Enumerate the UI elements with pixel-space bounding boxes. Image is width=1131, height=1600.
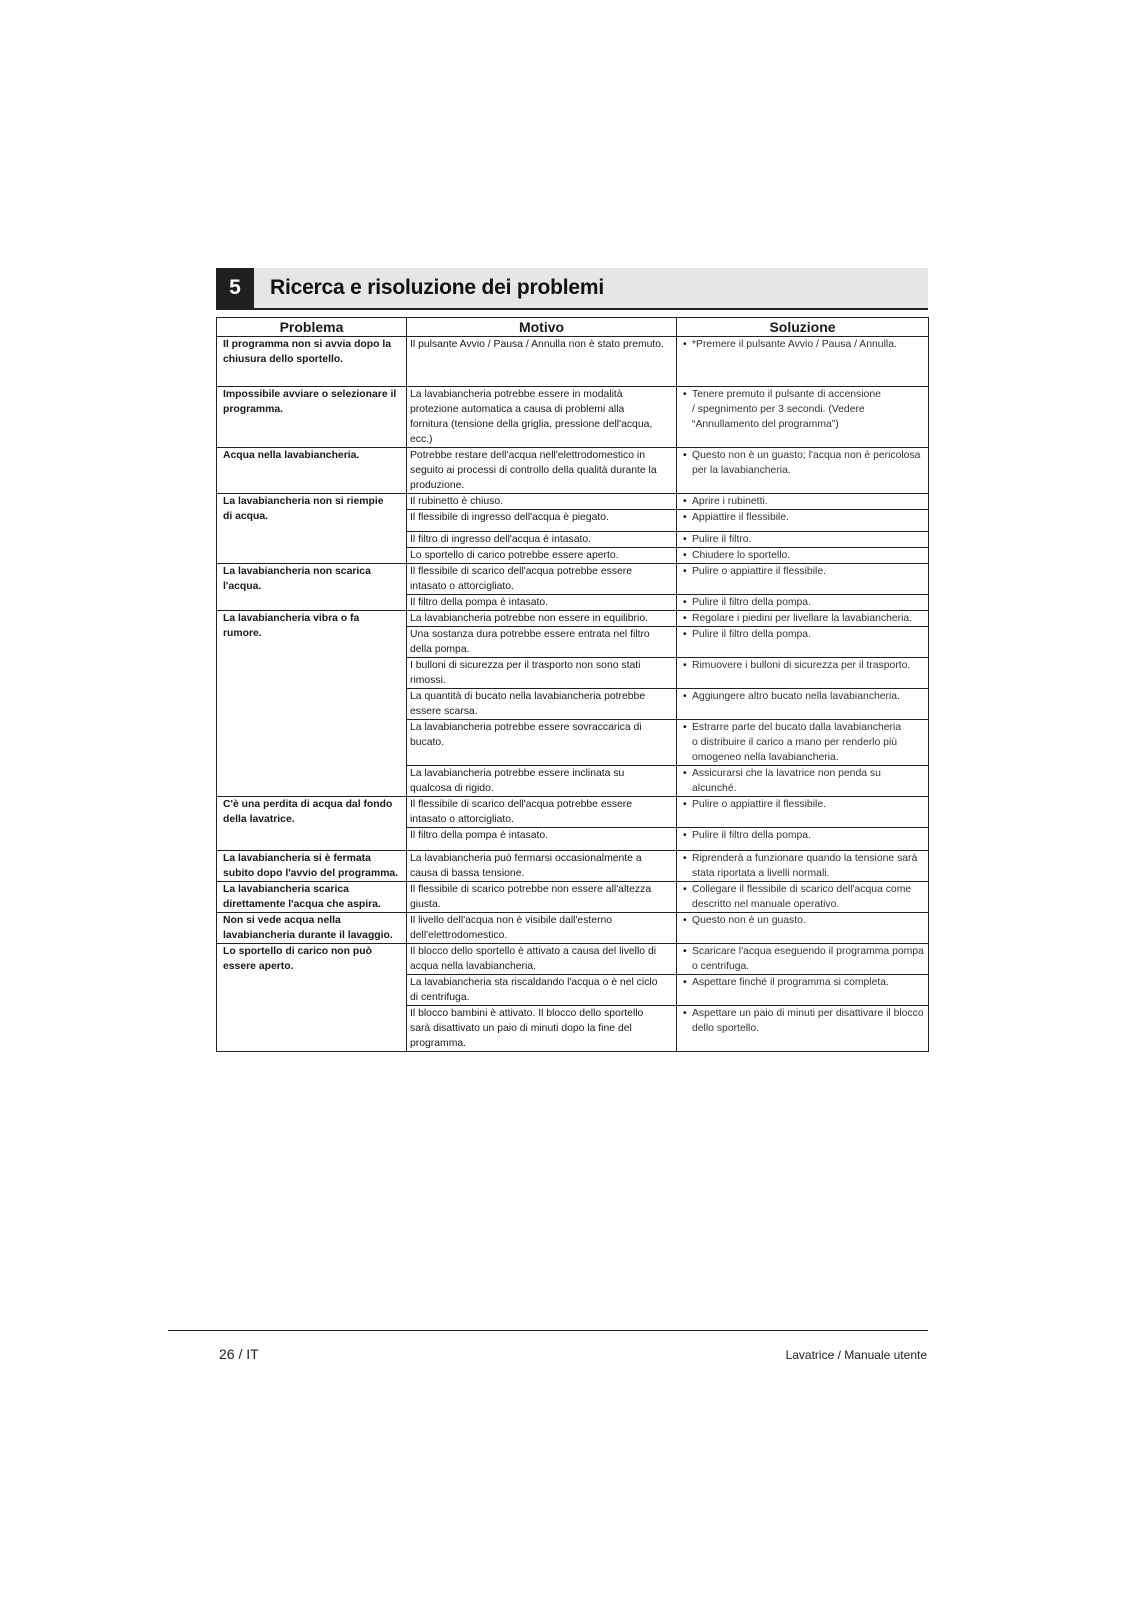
page-number: 26 / IT (219, 1346, 259, 1362)
reason-cell (407, 387, 677, 448)
bullet-icon: • (683, 915, 687, 926)
problem-cell (217, 448, 407, 494)
cell-line (223, 626, 403, 641)
cell-text: giusta. (410, 899, 441, 910)
cell-text: fornitura (tensione della griglia, pressione dell'acqua, (410, 419, 653, 430)
cell-line (683, 735, 925, 750)
cell-line (683, 766, 925, 781)
bullet-icon: • (683, 977, 687, 988)
cell-text: lavabiancheria durante il lavaggio. (223, 930, 393, 941)
cell-text: La lavabiancheria potrebbe essere in modalità (410, 389, 623, 400)
header-problem: Problema (217, 318, 407, 337)
cell-text: Riprenderà a funzionare quando la tensione sarà (692, 853, 918, 864)
cell-text: / spegnimento per 3 secondi. (Vedere (692, 404, 865, 415)
cell-text: Aspettare finché il programma si completa. (692, 977, 889, 988)
cell-line (683, 611, 925, 626)
cell-line (410, 337, 674, 352)
cell-line (410, 828, 674, 843)
reason-cell (407, 828, 677, 851)
solution-cell (677, 337, 929, 387)
cell-line (683, 417, 925, 432)
cell-line (410, 882, 674, 897)
cell-text: La lavabiancheria può fermarsi occasionalmente a (410, 853, 642, 864)
cell-line (410, 548, 674, 563)
cell-line (683, 510, 925, 525)
cell-line (410, 897, 674, 912)
cell-line (683, 959, 925, 974)
solution-cell (677, 975, 929, 1006)
cell-text: Pulire il filtro della pompa. (692, 597, 811, 608)
cell-text: C'è una perdita di acqua dal fondo (223, 799, 393, 810)
cell-text: Rimuovere i bulloni di sicurezza per il trasporto. (692, 660, 911, 671)
cell-line (683, 595, 925, 610)
reason-cell (407, 494, 677, 510)
bullet-icon: • (683, 691, 687, 702)
cell-line (683, 494, 925, 509)
cell-text: o centrifuga. (692, 961, 750, 972)
reason-cell (407, 658, 677, 689)
cell-line (683, 750, 925, 765)
cell-text: Il filtro della pompa è intasato. (410, 597, 549, 608)
problem-cell (217, 851, 407, 882)
cell-line (683, 532, 925, 547)
cell-line (683, 402, 925, 417)
cell-text: per la lavabiancheria. (692, 465, 791, 476)
cell-line (410, 595, 674, 610)
troubleshooting-table (216, 317, 929, 1052)
cell-text: Il blocco dello sportello è attivato a causa del livello di (410, 946, 657, 957)
problem-cell (217, 611, 407, 797)
cell-text: La lavabiancheria non scarica (223, 566, 371, 577)
cell-text: Questo non è un guasto. (692, 915, 806, 926)
solution-cell (677, 1006, 929, 1052)
cell-text: Pulire o appiattire il flessibile. (692, 799, 826, 810)
bullet-icon: • (683, 450, 687, 461)
reason-cell (407, 766, 677, 797)
cell-line (410, 417, 674, 432)
reason-cell (407, 548, 677, 564)
cell-line (410, 704, 674, 719)
section-title: Ricerca e risoluzione dei problemi (270, 276, 604, 299)
reason-cell (407, 1006, 677, 1052)
cell-text: Questo non è un guasto; l'acqua non è pericolosa (692, 450, 921, 461)
cell-line (410, 689, 674, 704)
cell-text: Pulire il filtro. (692, 534, 752, 545)
cell-text: La lavabiancheria potrebbe essere sovraccarica di (410, 722, 642, 733)
solution-cell (677, 944, 929, 975)
cell-text: qualcosa di rigido. (410, 783, 494, 794)
cell-line (683, 897, 925, 912)
bullet-icon: • (683, 613, 687, 624)
reason-cell (407, 595, 677, 611)
cell-line (410, 532, 674, 547)
cell-line (683, 564, 925, 579)
solution-cell (677, 532, 929, 548)
bullet-icon: • (683, 660, 687, 671)
cell-text: Assicurarsi che la lavatrice non penda su (692, 768, 881, 779)
cell-line (410, 812, 674, 827)
problem-cell (217, 337, 407, 387)
bullet-icon: • (683, 339, 687, 350)
cell-text: di centrifuga. (410, 992, 470, 1003)
solution-cell (677, 913, 929, 944)
reason-cell (407, 797, 677, 828)
cell-line (683, 658, 925, 673)
cell-text: intasato o attorcigliato. (410, 581, 514, 592)
cell-text: Il flessibile di scarico dell'acqua potrebbe essere (410, 566, 633, 577)
cell-text: La lavabiancheria sta riscaldando l'acqua o è nel ciclo (410, 977, 658, 988)
cell-line (223, 944, 403, 959)
reason-cell (407, 975, 677, 1006)
cell-line (410, 1036, 674, 1051)
cell-text: “Annullamento del programma”) (692, 419, 839, 430)
cell-text: Estrarre parte del bucato dalla lavabiancheria (692, 722, 902, 733)
cell-line (223, 797, 403, 812)
table-row (217, 797, 929, 828)
cell-line (223, 509, 403, 524)
cell-text: sarà disattivato un paio di minuti dopo la fine del (410, 1023, 632, 1034)
footer-rule (168, 1330, 928, 1331)
cell-text: Aprire i rubinetti. (692, 496, 768, 507)
cell-line (410, 564, 674, 579)
solution-cell (677, 564, 929, 595)
cell-line (410, 627, 674, 642)
cell-text: causa di bassa tensione. (410, 868, 525, 879)
cell-text: Scaricare l'acqua eseguendo il programma pompa (692, 946, 924, 957)
solution-cell (677, 611, 929, 627)
reason-cell (407, 882, 677, 913)
cell-text: Il livello dell'acqua non è visibile dall'esterno (410, 915, 613, 926)
cell-line (223, 812, 403, 827)
problem-cell (217, 387, 407, 448)
bullet-icon: • (683, 799, 687, 810)
cell-line (410, 928, 674, 943)
cell-text: *Premere il pulsante Avvio / Pausa / Annulla. (692, 339, 897, 350)
cell-text: o distribuire il carico a mano per renderlo più (692, 737, 898, 748)
cell-line (410, 611, 674, 626)
cell-text: protezione automatica a causa di problemi alla (410, 404, 625, 415)
cell-line (410, 494, 674, 509)
cell-line (410, 463, 674, 478)
solution-cell (677, 720, 929, 766)
cell-text: Aspettare un paio di minuti per disattivare il blocco (692, 1008, 924, 1019)
header-solution: Soluzione (677, 318, 929, 337)
cell-line (683, 866, 925, 881)
cell-text: La quantità di bucato nella lavabiancheria potrebbe (410, 691, 646, 702)
reason-cell (407, 913, 677, 944)
table-row (217, 944, 929, 975)
table-row (217, 882, 929, 913)
cell-line (683, 828, 925, 843)
solution-cell (677, 510, 929, 532)
bullet-icon: • (683, 496, 687, 507)
cell-text: La lavabiancheria scarica (223, 884, 349, 895)
solution-cell (677, 766, 929, 797)
cell-text: Appiattire il flessibile. (692, 512, 790, 523)
cell-line (683, 797, 925, 812)
cell-line (223, 611, 403, 626)
cell-line (683, 1021, 925, 1036)
cell-text: Chiudere lo sportello. (692, 550, 791, 561)
bullet-icon: • (683, 597, 687, 608)
cell-line (683, 882, 925, 897)
reason-cell (407, 337, 677, 387)
document-title: Lavatrice / Manuale utente (785, 1348, 927, 1362)
cell-text: Una sostanza dura potrebbe essere entrata nel filtro (410, 629, 650, 640)
cell-line (410, 720, 674, 735)
cell-line (223, 448, 403, 463)
cell-text: Pulire il filtro della pompa. (692, 629, 811, 640)
cell-line (223, 387, 403, 402)
cell-line (223, 928, 403, 943)
solution-cell (677, 882, 929, 913)
cell-line (223, 352, 403, 367)
cell-line (410, 642, 674, 657)
cell-text: programma. (410, 1038, 467, 1049)
solution-cell (677, 387, 929, 448)
solution-cell (677, 627, 929, 658)
cell-text: Non si vede acqua nella (223, 915, 341, 926)
cell-line (683, 463, 925, 478)
solution-cell (677, 494, 929, 510)
problem-cell (217, 797, 407, 851)
cell-text: Il flessibile di scarico dell'acqua potrebbe essere (410, 799, 633, 810)
cell-line (683, 781, 925, 796)
cell-text: l'acqua. (223, 581, 262, 592)
section-header (216, 268, 928, 310)
table-row (217, 564, 929, 595)
cell-line (683, 548, 925, 563)
cell-text: Tenere premuto il pulsante di accensione (692, 389, 881, 400)
cell-text: Pulire o appiattire il flessibile. (692, 566, 826, 577)
table-row (217, 851, 929, 882)
cell-line (223, 913, 403, 928)
table-row (217, 611, 929, 627)
cell-text: omogeneo nella lavabiancheria. (692, 752, 839, 763)
reason-cell (407, 689, 677, 720)
cell-line (223, 882, 403, 897)
bullet-icon: • (683, 389, 687, 400)
cell-text: dell'elettrodomestico. (410, 930, 508, 941)
cell-text: Il programma non si avvia dopo la (223, 339, 392, 350)
problem-cell (217, 913, 407, 944)
bullet-icon: • (683, 550, 687, 561)
reason-cell (407, 627, 677, 658)
bullet-icon: • (683, 629, 687, 640)
cell-line (410, 913, 674, 928)
cell-line (683, 689, 925, 704)
reason-cell (407, 510, 677, 532)
cell-text: Il flessibile di scarico potrebbe non essere all'altezza (410, 884, 652, 895)
cell-text: La lavabiancheria potrebbe essere inclinata su (410, 768, 625, 779)
cell-text: chiusura dello sportello. (223, 354, 344, 365)
cell-text: intasato o attorcigliato. (410, 814, 514, 825)
cell-line (410, 1021, 674, 1036)
cell-line (223, 851, 403, 866)
cell-text: Collegare il flessibile di scarico dell'acqua come (692, 884, 912, 895)
bullet-icon: • (683, 768, 687, 779)
cell-text: alcunché. (692, 783, 737, 794)
table-row (217, 387, 929, 448)
cell-line (223, 959, 403, 974)
cell-line (223, 897, 403, 912)
cell-line (683, 1006, 925, 1021)
cell-line (223, 866, 403, 881)
table-row (217, 337, 929, 387)
cell-text: rimossi. (410, 675, 446, 686)
cell-line (683, 448, 925, 463)
cell-text: direttamente l'acqua che aspira. (223, 899, 381, 910)
reason-cell (407, 532, 677, 548)
cell-text: Regolare i piedini per livellare la lavabiancheria. (692, 613, 913, 624)
cell-text: Acqua nella lavabiancheria. (223, 450, 360, 461)
cell-line (683, 975, 925, 990)
cell-text: Aggiungere altro bucato nella lavabiancheria. (692, 691, 900, 702)
solution-cell (677, 448, 929, 494)
bullet-icon: • (683, 722, 687, 733)
cell-text: I bulloni di sicurezza per il trasporto non sono stati (410, 660, 641, 671)
solution-cell (677, 828, 929, 851)
reason-cell (407, 448, 677, 494)
cell-line (223, 579, 403, 594)
cell-line (410, 448, 674, 463)
reason-cell (407, 720, 677, 766)
bullet-icon: • (683, 884, 687, 895)
reason-cell (407, 564, 677, 595)
cell-line (410, 387, 674, 402)
solution-cell (677, 689, 929, 720)
cell-line (683, 627, 925, 642)
cell-line (410, 781, 674, 796)
cell-line (683, 387, 925, 402)
cell-line (410, 990, 674, 1005)
bullet-icon: • (683, 830, 687, 841)
cell-text: La lavabiancheria potrebbe non essere in equilibrio. (410, 613, 648, 624)
cell-line (223, 564, 403, 579)
cell-line (683, 720, 925, 735)
cell-text: Impossibile avviare o selezionare il (223, 389, 397, 400)
cell-text: della pompa. (410, 644, 470, 655)
cell-text: Pulire il filtro della pompa. (692, 830, 811, 841)
cell-text: rumore. (223, 628, 262, 639)
cell-text: Il filtro di ingresso dell'acqua è intasato. (410, 534, 592, 545)
cell-text: Il filtro della pompa è intasato. (410, 830, 549, 841)
cell-line (410, 478, 674, 493)
cell-text: della lavatrice. (223, 814, 295, 825)
cell-text: La lavabiancheria non si riempie (223, 496, 384, 507)
cell-text: bucato. (410, 737, 445, 748)
cell-text: acqua nella lavabiancheria. (410, 961, 536, 972)
reason-cell (407, 944, 677, 975)
cell-text: Il rubinetto è chiuso. (410, 496, 503, 507)
cell-text: La lavabiancheria si è fermata (223, 853, 371, 864)
cell-text: Il blocco bambini è attivato. Il blocco dello sportello (410, 1008, 644, 1019)
table-row (217, 448, 929, 494)
cell-text: descritto nel manuale operativo. (692, 899, 840, 910)
cell-text: programma. (223, 404, 284, 415)
cell-line (410, 735, 674, 750)
cell-line (683, 851, 925, 866)
cell-line (410, 975, 674, 990)
bullet-icon: • (683, 534, 687, 545)
cell-line (410, 579, 674, 594)
section-number: 5 (216, 268, 254, 308)
problem-cell (217, 944, 407, 1052)
problem-cell (217, 564, 407, 611)
bullet-icon: • (683, 512, 687, 523)
cell-text: Lo sportello di carico non può (223, 946, 372, 957)
cell-text: essere aperto. (223, 961, 294, 972)
table-header-row (217, 318, 929, 337)
cell-line (683, 944, 925, 959)
cell-line (410, 959, 674, 974)
cell-text: Il flessibile di ingresso dell'acqua è piegato. (410, 512, 609, 523)
cell-text: Il pulsante Avvio / Pausa / Annulla non è stato premuto. (410, 339, 664, 350)
solution-cell (677, 851, 929, 882)
cell-line (410, 432, 674, 447)
solution-cell (677, 548, 929, 564)
bullet-icon: • (683, 853, 687, 864)
cell-text: La lavabiancheria vibra o fa (223, 613, 360, 624)
bullet-icon: • (683, 946, 687, 957)
cell-line (410, 402, 674, 417)
cell-line (683, 337, 925, 352)
cell-line (223, 494, 403, 509)
cell-text: Lo sportello di carico potrebbe essere aperto. (410, 550, 619, 561)
cell-text: di acqua. (223, 511, 269, 522)
cell-text: subito dopo l'avvio del programma. (223, 868, 399, 879)
bullet-icon: • (683, 1008, 687, 1019)
bullet-icon: • (683, 566, 687, 577)
solution-cell (677, 595, 929, 611)
cell-line (410, 797, 674, 812)
reason-cell (407, 851, 677, 882)
solution-cell (677, 658, 929, 689)
cell-line (410, 510, 674, 525)
cell-line (223, 337, 403, 352)
table-row (217, 494, 929, 510)
cell-line (410, 766, 674, 781)
cell-text: essere scarsa. (410, 706, 478, 717)
cell-text: dello sportello. (692, 1023, 760, 1034)
cell-text: Potrebbe restare dell'acqua nell'elettrodomestico in (410, 450, 646, 461)
cell-text: produzione. (410, 480, 465, 491)
reason-cell (407, 611, 677, 627)
solution-cell (677, 797, 929, 828)
cell-line (410, 1006, 674, 1021)
problem-cell (217, 882, 407, 913)
problem-cell (217, 494, 407, 564)
header-reason: Motivo (407, 318, 677, 337)
cell-line (410, 851, 674, 866)
cell-line (410, 866, 674, 881)
table-row (217, 913, 929, 944)
cell-line (410, 944, 674, 959)
cell-line (410, 658, 674, 673)
cell-text: seguito ai processi di controllo della qualità durante la (410, 465, 657, 476)
cell-text: stata riportata a livelli normali. (692, 868, 830, 879)
cell-line (410, 673, 674, 688)
cell-line (223, 402, 403, 417)
cell-line (683, 913, 925, 928)
cell-text: ecc.) (410, 434, 433, 445)
